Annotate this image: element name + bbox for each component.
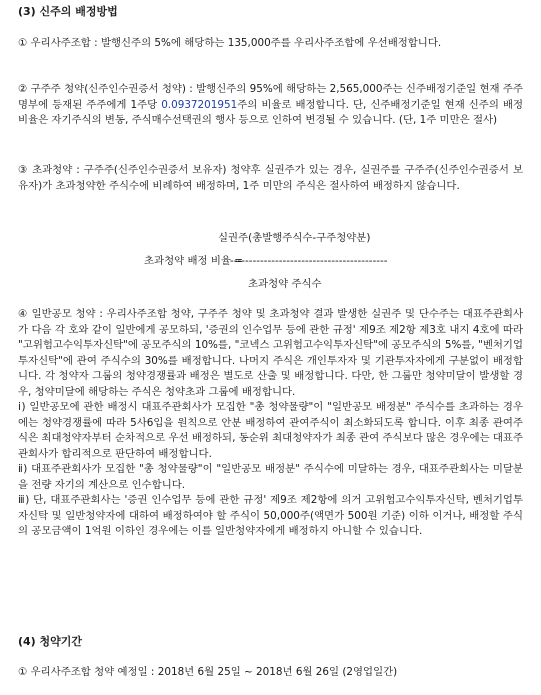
paragraph-excess-subscription-text: ③ 초과청약 : 구주주(신주인수권증서 보유자) 청약후 실권주가 있는 경우, 실권주를 구주주(신주인수권증서 보유자)가 초과청약한 주식수에 비례하여 배정하며, 1주 미만의 주식은 절사하여 배정하지 않습니다. (18, 164, 523, 192)
formula-denominator: 초과청약 주식수 (248, 278, 322, 290)
paragraph-existing-shareholders-text (18, 82, 523, 129)
section-3-heading: (3) 신주의 배정방법 (18, 5, 118, 18)
paragraph-employee-union (18, 36, 523, 52)
paragraph-existing-shareholders (18, 82, 523, 129)
formula-fraction-line: ------------------------------------------ (230, 255, 388, 267)
paragraph-public-offering-item-i: ⅰ) 일반공모에 관한 배정시 대표주관회사가 모집한 "총 청약물량"이 "일반공모 배정분" 주식수를 초과하는 경우에는 청약경쟁률에 따라 5사6입을 원칙으로 안분 배정하여 관여주식이 최소화되도록 합니다. 이후 최종 관여주식은 최대청약자부터 순차적으로 우선 배정하되, 동순위 최대청약자가 최종 관여 주식보다 많은 경우에는 대표주관회사가 합리적으로 판단하여 배정합니다. (18, 401, 523, 460)
paragraph-public-offering-item-ii: ⅱ) 대표주관회사가 모집한 "총 청약물량"이 "일반공모 배정분" 주식수에 미달하는 경우, 대표주관회사는 미달분을 전량 자기의 계산으로 인수합니다. (18, 463, 523, 491)
allocation-ratio-formula (0, 231, 541, 291)
existing-shareholders-text-b: 주의 비율로 배정합니다. 단, 신주배정기준일 현재 신주의 배정비율은 자기주식의 변동, 주식매수선택권의 행사 등으로 인하여 변경될 수 있습니다. (단, 1주 미만은 절사) (18, 98, 523, 126)
paragraph-public-offering-item-iii: ⅲ) 단, 대표주관회사는 '증권 인수업무 등에 관한 규정' 제9조 제2항에 의거 고위험고수익투자신탁, 벤처기업투자신탁 및 일반청약자에 대하여 배정하여야 할 주식이 50,000주(액면가 500원 기준) 이하 이거나, 배정할 주식의 공모금액이 1억원 이하인 경우에는 이를 일반청약자에게 배정하지 아니할 수 있습니다. (18, 494, 523, 537)
paragraph-excess-subscription (18, 163, 523, 194)
formula-numerator: 실권주(총발행주식수-구주청약분) (218, 232, 371, 244)
existing-shareholders-text-a: ② 구주주 청약(신주인수권증서 청약) : 발행신주의 95%에 해당하는 2,565,000주는 신주배정기준일 현재 주주명부에 등재된 주주에게 1주당 (18, 83, 523, 111)
paragraph-employee-union-text: ① 우리사주조합 : 발행신주의 5%에 해당하는 135,000주를 우리사주조합에 우선배정합니다. (18, 37, 442, 49)
formula-lhs-label: 초과청약 배정 비율 = (144, 255, 243, 267)
paragraph-subscription-date-text: ① 우리사주조합 청약 예정일 : 2018년 6월 25일 ~ 2018년 6월 26일 (2영업일간) (18, 666, 398, 678)
section-4-heading: (4) 청약기간 (18, 635, 83, 648)
paragraph-public-offering-text: ④ 일반공모 청약 : 우리사주조합 청약, 구주주 청약 및 초과청약 결과 발생한 실권주 및 단수주는 대표주관회사가 다음 각 호와 같이 일반에게 공모하되, '증권의 인수업무 등에 관한 규정' 제9조 제2항 제3호 내지 4호에 따라 "고위험고수익투자신탁"에 공모주식의 10%를, "코넥스 고위험고수익투자신탁"에 공모주식의 5%를, "벤처기업투자신탁"에 관여 주식수의 30%를 배정합니다. 나머지 주식은 개인투자자 및 기관투자자에게 구분없이 배정합니다. 각 청약자 그룹의 청약경쟁률과 배정은 별도로 산출 및 배정합니다. 다만, 한 그룹만 청약미달이 발생할 경우, 청약미달에 해당하는 주식은 청약초과 그룹에 배정합니다. (18, 308, 523, 398)
allocation-ratio-value: 0.0937201951 (161, 98, 238, 111)
paragraph-public-offering (18, 307, 523, 540)
paragraph-subscription-date (18, 665, 523, 681)
